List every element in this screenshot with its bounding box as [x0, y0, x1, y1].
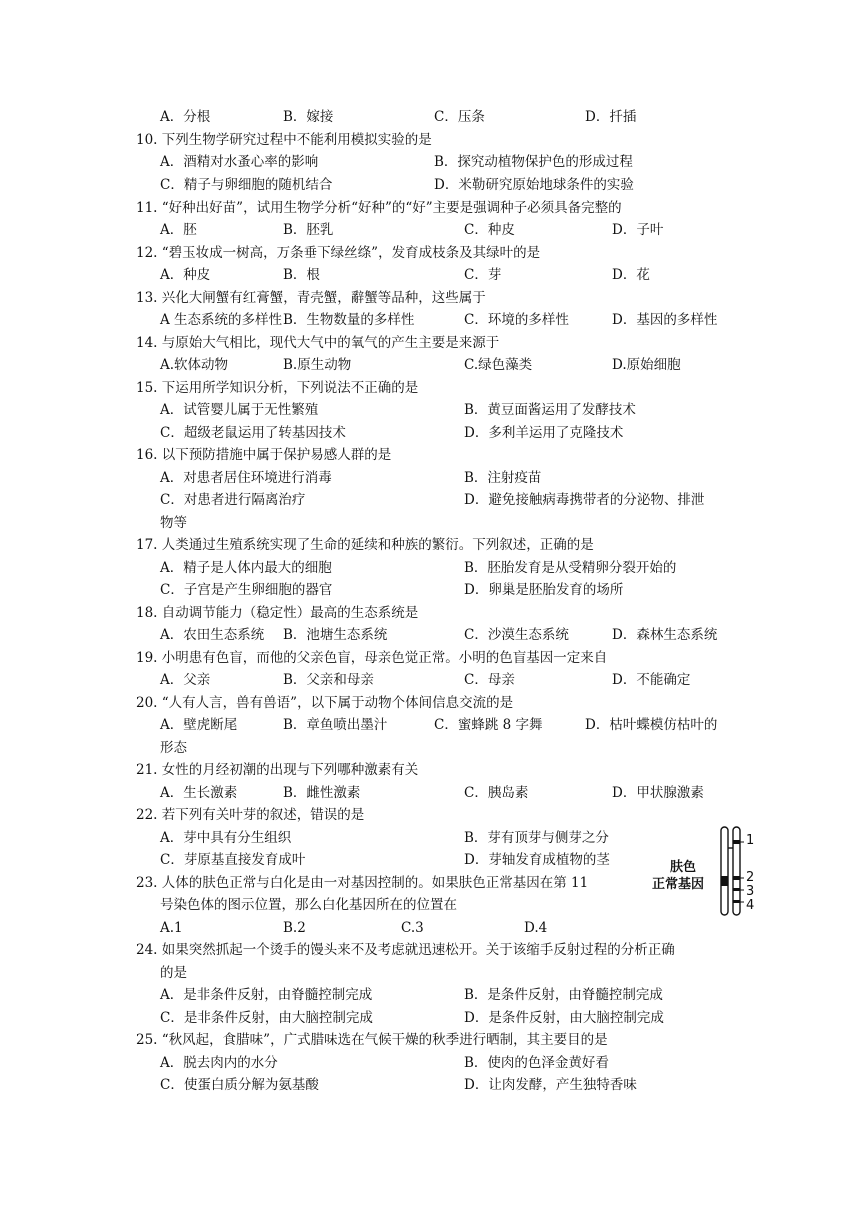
figure-marker-4: 4: [746, 898, 755, 913]
q9-option-b: B．嫁接: [283, 109, 334, 125]
q14-option-c: C.绿色藻类: [464, 357, 533, 373]
q9-option-d: D．扦插: [585, 109, 637, 125]
q10-stem: 10. 下列生物学研究过程中不能利用模拟实验的是: [136, 132, 432, 148]
chromosome-figure: [652, 826, 784, 918]
q20-stem: 20. “人有人言，兽有兽语”，以下属于动物个体间信息交流的是: [136, 695, 514, 711]
q23-stem-continued: 号染色体的图示位置，那么白化基因所在的位置在: [160, 897, 457, 913]
figure-marker-3: 3: [746, 884, 755, 899]
q21-stem: 21. 女性的月经初潮的出现与下列哪种激素有关: [136, 762, 419, 778]
q12-stem: 12. “碧玉妆成一树高，万条垂下绿丝绦”，发育成枝条及其绿叶的是: [136, 245, 541, 261]
q23-option-c: C.3: [401, 920, 424, 936]
q17-option-b: B．胚胎发育是从受精卵分裂开始的: [464, 560, 677, 576]
q16-stem: 16. 以下预防措施中属于保护易感人群的是: [136, 447, 392, 463]
q20-option-d: D．枯叶蝶模仿枯叶的: [585, 717, 718, 733]
q10-option-b: B．探究动植物保护色的形成过程: [434, 154, 633, 170]
q16-option-d: D．避免接触病毒携带者的分泌物、排泄: [464, 492, 705, 508]
q10-option-a: A．酒精对水蚤心率的影响: [160, 154, 319, 170]
q25-option-c: C．使蛋白质分解为氨基酸: [160, 1077, 319, 1093]
q12-option-a: A．种皮: [160, 267, 211, 283]
q22-option-a: A．芽中具有分生组织: [160, 830, 292, 846]
q9-option-a: A．分根: [160, 109, 211, 125]
q12-option-b: B．根: [283, 267, 320, 283]
q11-option-b: B．胚乳: [283, 222, 334, 238]
q12-option-d: D．花: [612, 267, 650, 283]
q19-option-c: C．母亲: [464, 672, 515, 688]
q14-option-b: B.原生动物: [283, 357, 352, 373]
q18-option-a: A．农田生态系统: [160, 627, 265, 643]
q19-option-b: B．父亲和母亲: [283, 672, 374, 688]
q25-stem: 25. “秋风起，食腊味”，广式腊味选在气候干燥的秋季进行晒制，其主要目的是: [136, 1032, 608, 1048]
q18-option-d: D．森林生态系统: [612, 627, 718, 643]
q24-option-a: A．是非条件反射，由脊髓控制完成: [160, 987, 373, 1003]
q16-option-a: A．对患者居住环境进行消毒: [160, 470, 332, 486]
q24-stem-continued: 的是: [160, 965, 187, 981]
q22-option-c: C．芽原基直接发育成叶: [160, 852, 306, 868]
q19-option-d: D．不能确定: [612, 672, 691, 688]
figure-label-normal-gene: 正常基因: [652, 877, 705, 892]
q21-option-b: B．雌性激素: [283, 785, 361, 801]
q12-option-c: C．芽: [464, 267, 502, 283]
q23-option-d: D.4: [524, 920, 548, 936]
q14-option-d: D.原始细胞: [612, 357, 681, 373]
q20-option-b: B．章鱼喷出墨汁: [283, 717, 388, 733]
q11-option-d: D．子叶: [612, 222, 664, 238]
q16-option-c: C．对患者进行隔离治疗: [160, 492, 306, 508]
q13-option-b: B．生物数量的多样性: [283, 312, 415, 328]
q21-option-a: A．生长激素: [160, 785, 238, 801]
q19-option-a: A．父亲: [160, 672, 211, 688]
q15-option-b: B．黄豆面酱运用了发酵技术: [464, 402, 636, 418]
q17-option-c: C．子宫是产生卵细胞的器官: [160, 582, 333, 598]
q15-option-d: D．多利羊运用了克隆技术: [464, 425, 624, 441]
q23-option-b: B.2: [283, 920, 306, 936]
q14-option-a: A.软体动物: [160, 357, 229, 373]
q18-option-b: B．池塘生态系统: [283, 627, 388, 643]
q20-option-a: A．壁虎断尾: [160, 717, 238, 733]
q15-option-c: C．超级老鼠运用了转基因技术: [160, 425, 346, 441]
q15-option-a: A．试管婴儿属于无性繁殖: [160, 402, 319, 418]
q17-option-a: A．精子是人体内最大的细胞: [160, 560, 332, 576]
q22-option-b: B．芽有顶芽与侧芽之分: [464, 830, 609, 846]
q14-stem: 14. 与原始大气相比，现代大气中的氧气的产生主要是来源于: [136, 335, 500, 351]
q15-stem: 15. 下运用所学知识分析，下列说法不正确的是: [136, 380, 419, 396]
q19-stem: 19. 小明患有色盲，而他的父亲色盲，母亲色觉正常。小明的色盲基因一定来自: [136, 650, 608, 666]
q10-option-c: C．精子与卵细胞的随机结合: [160, 177, 333, 193]
q16-option-b: B．注射疫苗: [464, 470, 542, 486]
q10-option-d: D．米勒研究原始地球条件的实验: [434, 177, 634, 193]
q13-option-a: A 生态系统的多样性: [160, 312, 283, 328]
q20-option-c: C．蜜蜂跳 8 字舞: [434, 717, 543, 733]
q24-stem: 24. 如果突然抓起一个烫手的馒头来不及考虑就迅速松开。关于该缩手反射过程的分析正确: [136, 942, 675, 958]
q18-stem: 18. 自动调节能力（稳定性）最高的生态系统是: [136, 605, 419, 621]
q17-option-d: D．卵巢是胚胎发育的场所: [464, 582, 624, 598]
chromosome-drawing: [664, 826, 784, 918]
q18-option-c: C．沙漠生态系统: [464, 627, 569, 643]
q22-stem: 22. 若下列有关叶芽的叙述，错误的是: [136, 807, 365, 823]
q24-option-c: C．是非条件反射，由大脑控制完成: [160, 1010, 373, 1026]
q17-stem: 17. 人类通过生殖系统实现了生命的延续和种族的繁衍。下列叙述，正确的是: [136, 537, 594, 553]
q22-option-d: D．芽轴发育成植物的茎: [464, 852, 610, 868]
q25-option-b: B．使肉的色泽金黄好看: [464, 1055, 609, 1071]
q13-stem: 13. 兴化大闸蟹有红膏蟹，青壳蟹，辭蟹等品种，这些属于: [136, 290, 486, 306]
q16-option-d-continued: 物等: [160, 515, 187, 531]
figure-marker-1: 1: [746, 833, 755, 848]
q25-option-d: D．让肉发酵，产生独特香味: [464, 1077, 637, 1093]
q13-option-c: C．环境的多样性: [464, 312, 569, 328]
q9-option-c: C．压条: [434, 109, 485, 125]
q11-stem: 11. “好种出好苗”，试用生物学分析“好种”的“好”主要是强调种子必须具备完整的: [136, 200, 622, 216]
figure-marker-2: 2: [746, 870, 755, 885]
q23-option-a: A.1: [160, 920, 183, 936]
q24-option-d: D．是条件反射，由大脑控制完成: [464, 1010, 664, 1026]
q13-option-d: D．基因的多样性: [612, 312, 718, 328]
q20-option-d-continued: 形态: [160, 740, 187, 756]
q23-stem: 23. 人体的肤色正常与白化是由一对基因控制的。如果肤色正常基因在第 11: [136, 875, 589, 891]
q24-option-b: B．是条件反射，由脊髓控制完成: [464, 987, 663, 1003]
q21-option-d: D．甲状腺激素: [612, 785, 704, 801]
figure-label-skin-color: 肤色: [670, 860, 697, 875]
q11-option-c: C．种皮: [464, 222, 515, 238]
q21-option-c: C．胰岛素: [464, 785, 529, 801]
q11-option-a: A．胚: [160, 222, 197, 238]
q25-option-a: A．脱去肉内的水分: [160, 1055, 278, 1071]
